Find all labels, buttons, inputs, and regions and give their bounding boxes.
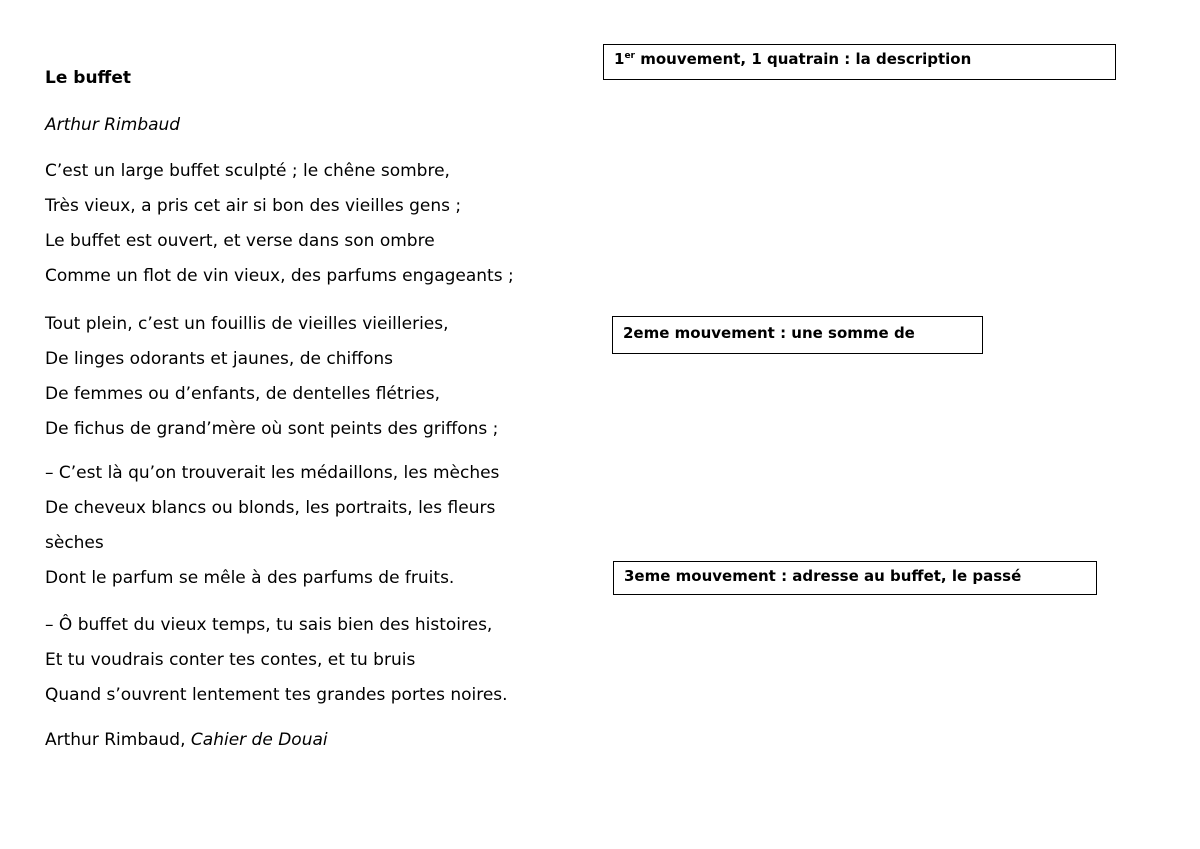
poem-signature [45, 730, 328, 750]
verse-line: Et tu voudrais conter tes contes, et tu bruis [45, 650, 416, 670]
verse-line: – C’est là qu’on trouverait les médaillons, les mèches [45, 463, 500, 483]
movement-1-text: mouvement, 1 quatrain : la description [634, 50, 972, 68]
verse-line: Très vieux, a pris cet air si bon des vieilles gens ; [45, 196, 462, 216]
verse-line: Quand s’ouvrent lentement tes grandes portes noires. [45, 685, 508, 705]
verse-line: Dont le parfum se mêle à des parfums de fruits. [45, 568, 455, 588]
signature-work: Cahier de Douai [190, 730, 328, 750]
verse-line: Comme un flot de vin vieux, des parfums engageants ; [45, 266, 514, 286]
verse-line: De femmes ou d’enfants, de dentelles flétries, [45, 384, 440, 404]
verse-line: De fichus de grand’mère où sont peints des griffons ; [45, 419, 499, 439]
poem-author: Arthur Rimbaud [45, 115, 181, 135]
verse-line: sèches [45, 533, 104, 553]
signature-author: Arthur Rimbaud, [45, 730, 191, 750]
verse-line: C’est un large buffet sculpté ; le chêne sombre, [45, 161, 450, 181]
stanza-3 [45, 456, 499, 596]
verse-line: De cheveux blancs ou blonds, les portraits, les fleurs [45, 498, 496, 518]
stanza-4 [45, 608, 508, 713]
movement-3-text: 3eme mouvement : adresse au buffet, le passé [624, 567, 1022, 585]
movement-1-annotation-box [603, 44, 1116, 80]
movement-1-number: 1 [614, 50, 625, 68]
stanza-1 [45, 154, 514, 294]
movement-2-annotation-box [612, 316, 983, 354]
verse-line: – Ô buffet du vieux temps, tu sais bien des histoires, [45, 615, 493, 635]
stanza-2 [45, 307, 498, 447]
movement-2-text: 2eme mouvement : une somme de [623, 324, 915, 342]
verse-line: De linges odorants et jaunes, de chiffons [45, 349, 393, 369]
poem-title: Le buffet [45, 68, 131, 88]
movement-3-annotation-box [613, 561, 1097, 595]
verse-line: Le buffet est ouvert, et verse dans son ombre [45, 231, 435, 251]
verse-line: Tout plein, c’est un fouillis de vieilles vieilleries, [45, 314, 449, 334]
movement-1-superscript: er [624, 51, 635, 61]
